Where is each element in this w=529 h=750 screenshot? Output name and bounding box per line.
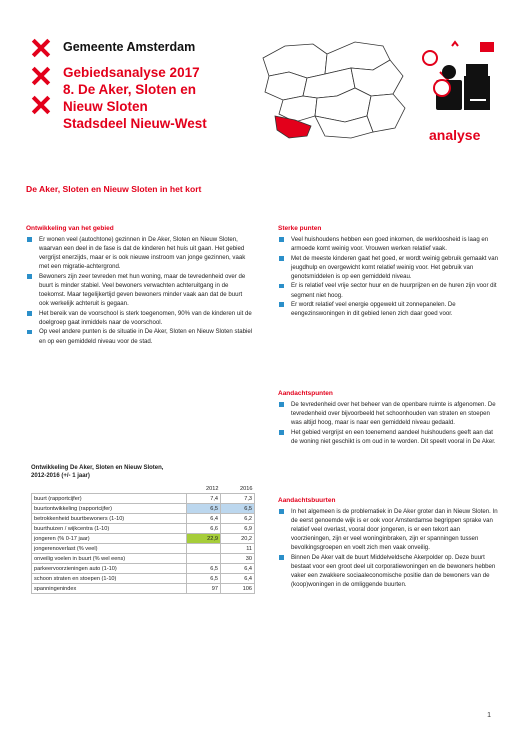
table-title-line-2: 2012-2016 (+/- 1 jaar)	[31, 473, 90, 479]
heading-aandachtsbuurten: Aandachtsbuurten	[278, 497, 336, 504]
value-2016: 7,3	[221, 494, 255, 504]
value-2012: 6,5	[187, 504, 221, 514]
table-row	[32, 564, 255, 574]
row-label: onveilig voelen in buurt (% wel eens)	[32, 554, 187, 564]
table-row	[32, 524, 255, 534]
list-item: Met de meeste kinderen gaat het goed, er wordt weinig gebruik gemaakt van jeugdhulp en overgewicht komt relatief weinig voor. Het gebruik van genotsmiddelen is op een gemiddeld niveau.	[278, 254, 500, 281]
page-number: 1	[487, 712, 491, 719]
row-label: jongeren (% 0-17 jaar)	[32, 534, 187, 544]
list-item: Het gebied vergrijst en een toenemend aandeel huishoudens geeft aan dat de woning niet geschikt is om oud in te worden. Dit speelt vooral in De Aker.	[278, 428, 500, 446]
amsterdam-x-icon-2	[32, 68, 48, 84]
table-row	[32, 534, 255, 544]
ontwikkeling-list	[26, 235, 253, 346]
title-line-1: Gebiedsanalyse 2017	[63, 65, 200, 80]
table-row	[32, 554, 255, 564]
list-item: Op veel andere punten is de situatie in De Aker, Sloten en Nieuw Sloten stabiel en op een gemiddeld niveau voor de stad.	[26, 327, 253, 345]
table-header-row	[32, 484, 255, 494]
list-item: Het bereik van de voorschool is sterk toegenomen, 90% van de kinderen uit de doelgroep gaat inmiddels naar de voorschool.	[26, 309, 253, 327]
list-item: Binnen De Aker valt de buurt Middelveldsche Akerpolder op. Deze buurt bestaat voor een groot deel uit corporatiewoningen en de bewoners hebben vaker een zwakkere sociaaleconomische positie dan de bewoners van de (koop)woningen in de omliggende buurten.	[278, 553, 500, 589]
list-item: Er wordt relatief veel energie opgewekt uit zonnepanelen. De eengezinswoningen in dit gebied lenen zich daar goed voor.	[278, 300, 500, 318]
value-2016: 6,5	[221, 504, 255, 514]
district-map	[255, 36, 410, 141]
row-label: betrokkenheid buurtbewoners (1-10)	[32, 514, 187, 524]
list-item: Er is relatief veel vrije sector huur en de huurprijzen en de huren zijn voor dit segment niet hoog.	[278, 281, 500, 299]
amsterdam-x-icon-1	[32, 40, 48, 56]
row-label: parkeervoorzieningen auto (1-10)	[32, 564, 187, 574]
analyse-illustration	[412, 36, 502, 128]
value-2012	[187, 544, 221, 554]
amsterdam-x-icon-3	[32, 97, 48, 113]
analyse-wordmark: analyse	[429, 127, 481, 143]
table-row	[32, 574, 255, 584]
value-2016: 6,2	[221, 514, 255, 524]
heading-sterke-punten: Sterke punten	[278, 225, 322, 232]
value-2012: 7,4	[187, 494, 221, 504]
sterke-punten-list	[278, 235, 500, 319]
row-label: jongerenoverlast (% veel)	[32, 544, 187, 554]
aandachtsbuurten-list	[278, 507, 500, 590]
aandachtspunten-list	[278, 400, 500, 446]
highlighted-area	[275, 116, 311, 138]
table-title-line-1: Ontwikkeling De Aker, Sloten en Nieuw Sloten,	[31, 465, 164, 471]
value-2012	[187, 554, 221, 564]
row-label: schoon straten en stoepen (1-10)	[32, 574, 187, 584]
heading-ontwikkeling: Ontwikkeling van het gebied	[26, 225, 114, 232]
value-2016: 6,4	[221, 564, 255, 574]
year-2012-header: 2012	[187, 484, 221, 494]
table-title	[31, 464, 163, 480]
value-2012: 97	[187, 584, 221, 594]
value-2016: 20,2	[221, 534, 255, 544]
value-2016: 106	[221, 584, 255, 594]
value-2016: 6,4	[221, 574, 255, 584]
organisation-name: Gemeente Amsterdam	[63, 40, 196, 54]
table-row	[32, 504, 255, 514]
value-2012: 6,6	[187, 524, 221, 534]
value-2012: 22,9	[187, 534, 221, 544]
list-item: Er wonen veel (autochtone) gezinnen in De Aker, Sloten en Nieuw Sloten, waarvan een deel in de fase is dat de kinderen het huis uit gaan. Het gebied vergrijst enerzijds, maar er is ook nieuwe instroom van jonge gezinnen, vaak met een migratie-achtergrond.	[26, 235, 253, 271]
list-item: De tevredenheid over het beheer van de openbare ruimte is afgenomen. De tevredenheid over bijvoorbeeld het schoonhouden van straten en stoepen was altijd hoog, maar is naar een gemiddeld niveau gedaald.	[278, 400, 500, 427]
title-line-3: Nieuw Sloten	[63, 99, 148, 114]
table-row	[32, 584, 255, 594]
year-2016-header: 2016	[221, 484, 255, 494]
list-item: Veel huishoudens hebben een goed inkomen, de werkloosheid is laag en armoede komt weinig voor. Vrouwen werken relatief vaak.	[278, 235, 500, 253]
title-line-2: 8. De Aker, Sloten en	[63, 82, 197, 97]
title-line-4: Stadsdeel Nieuw-West	[63, 116, 207, 131]
list-item: Bewoners zijn zeer tevreden met hun woning, maar de tevredenheid over de buurt is minder stabiel. Veel bewoners verwachten achteruitgang in de toekomst. Maar tegelijkertijd geven bewoners minder vaak aan dat de buurt ook werkelijk achteruit is gegaan.	[26, 272, 253, 308]
value-2012: 6,5	[187, 564, 221, 574]
row-label: buurthuizen / wijkcentra (1-10)	[32, 524, 187, 534]
value-2016: 11	[221, 544, 255, 554]
indicator-table	[31, 484, 255, 594]
table-row	[32, 544, 255, 554]
value-2012: 6,4	[187, 514, 221, 524]
row-label: buurt (rapportcijfer)	[32, 494, 187, 504]
value-2016: 30	[221, 554, 255, 564]
row-label: spanningenindex	[32, 584, 187, 594]
value-2012: 6,5	[187, 574, 221, 584]
row-label: buurtontwikkeling (rapportcijfer)	[32, 504, 187, 514]
value-2016: 6,9	[221, 524, 255, 534]
table-row	[32, 494, 255, 504]
section-title: De Aker, Sloten en Nieuw Sloten in het kort	[26, 184, 202, 194]
list-item: In het algemeen is de problematiek in De Aker groter dan in Nieuw Sloten. In de eerst genoemde wijk is er ook voor Amsterdamse begrippen sprake van relatief veel overlast, vooral door jongeren, is er een tekort aan voorzieningen, zijn er veel woninginbraken, zijn er spanningen tussen bevolkingsgroepen en voelt zich men vaak onveilig.	[278, 507, 500, 552]
table-row	[32, 514, 255, 524]
heading-aandachtspunten: Aandachtspunten	[278, 390, 333, 397]
